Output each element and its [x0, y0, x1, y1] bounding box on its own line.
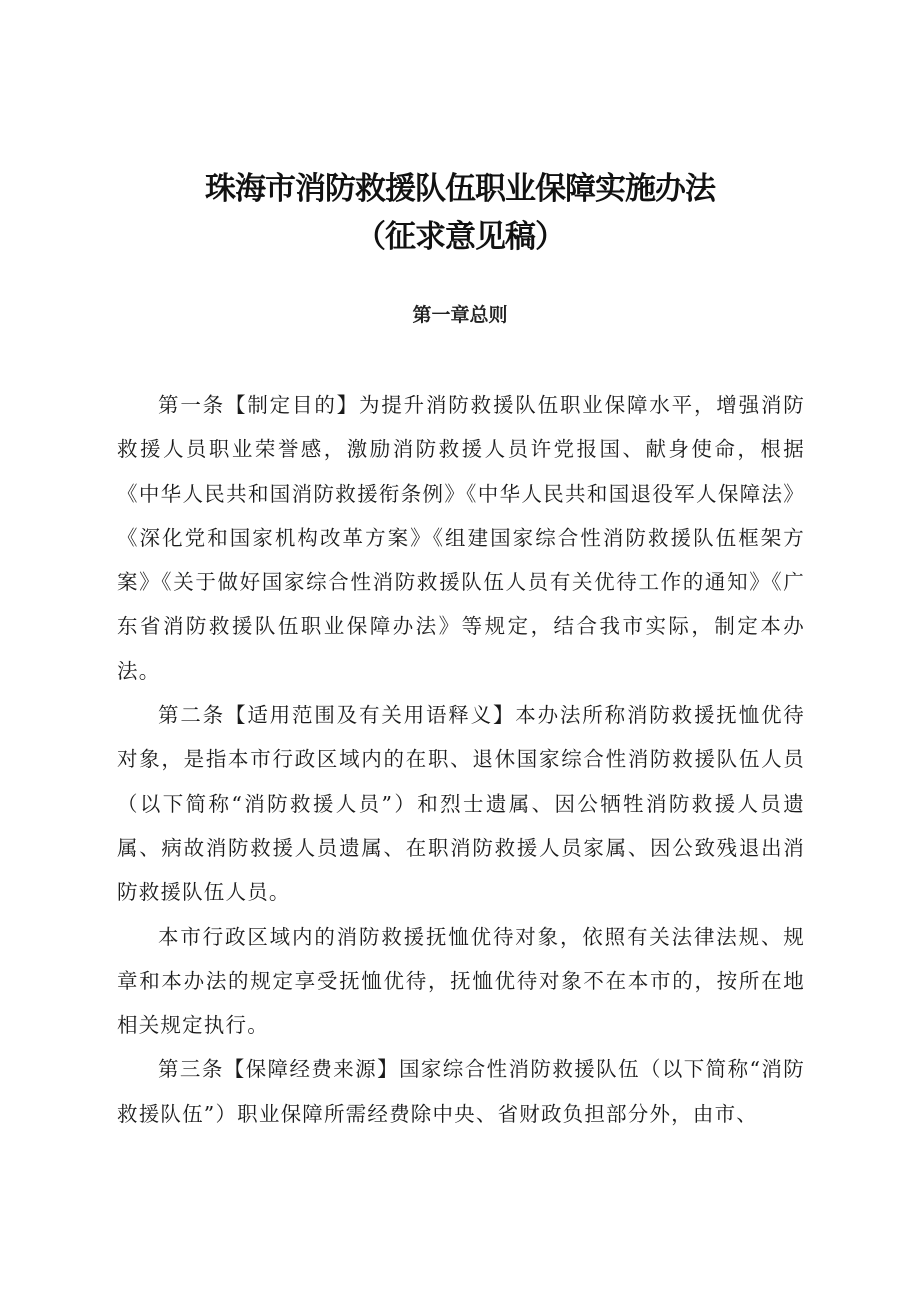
- document-body: [117, 383, 805, 1136]
- article-1-paragraph: 第一条【制定目的】为提升消防救援队伍职业保障水平，增强消防救援人员职业荣誉感，激励消防救援人员许党报国、献身使命，根据《中华人民共和国消防救援衔条例》《中华人民共和国退役军人保障法》《深化党和国家机构改革方案》《组建国家综合性消防救援队伍框架方案》《关于做好国家综合性消防救援队伍人员有关优待工作的通知》《广东省消防救援队伍职业保障办法》等规定，结合我市实际，制定本办法。: [117, 393, 805, 683]
- article-2-continuation-paragraph: 本市行政区域内的消防救援抚恤优待对象，依照有关法律法规、规章和本办法的规定享受抚恤优待，抚恤优待对象不在本市的，按所在地相关规定执行。: [117, 924, 805, 1038]
- document-title: 珠海市消防救援队伍职业保障实施办法: [205, 171, 715, 207]
- article-3-paragraph: 第三条【保障经费来源】国家综合性消防救援队伍（以下简称“消防救援队伍”）职业保障所需经费除中央、省财政负担部分外，由市、: [117, 1057, 805, 1126]
- chapter-heading: 第一章总则: [412, 304, 508, 326]
- article-2-paragraph: 第二条【适用范围及有关用语释义】本办法所称消防救援抚恤优待对象，是指本市行政区域内的在职、退休国家综合性消防救援队伍人员（以下简称“消防救援人员”）和烈士遗属、因公牺牲消防救援人员遗属、病故消防救援人员遗属、在职消防救援人员家属、因公致残退出消防救援队伍人员。: [117, 703, 805, 905]
- document-subtitle: （征求意见稿）: [355, 219, 565, 255]
